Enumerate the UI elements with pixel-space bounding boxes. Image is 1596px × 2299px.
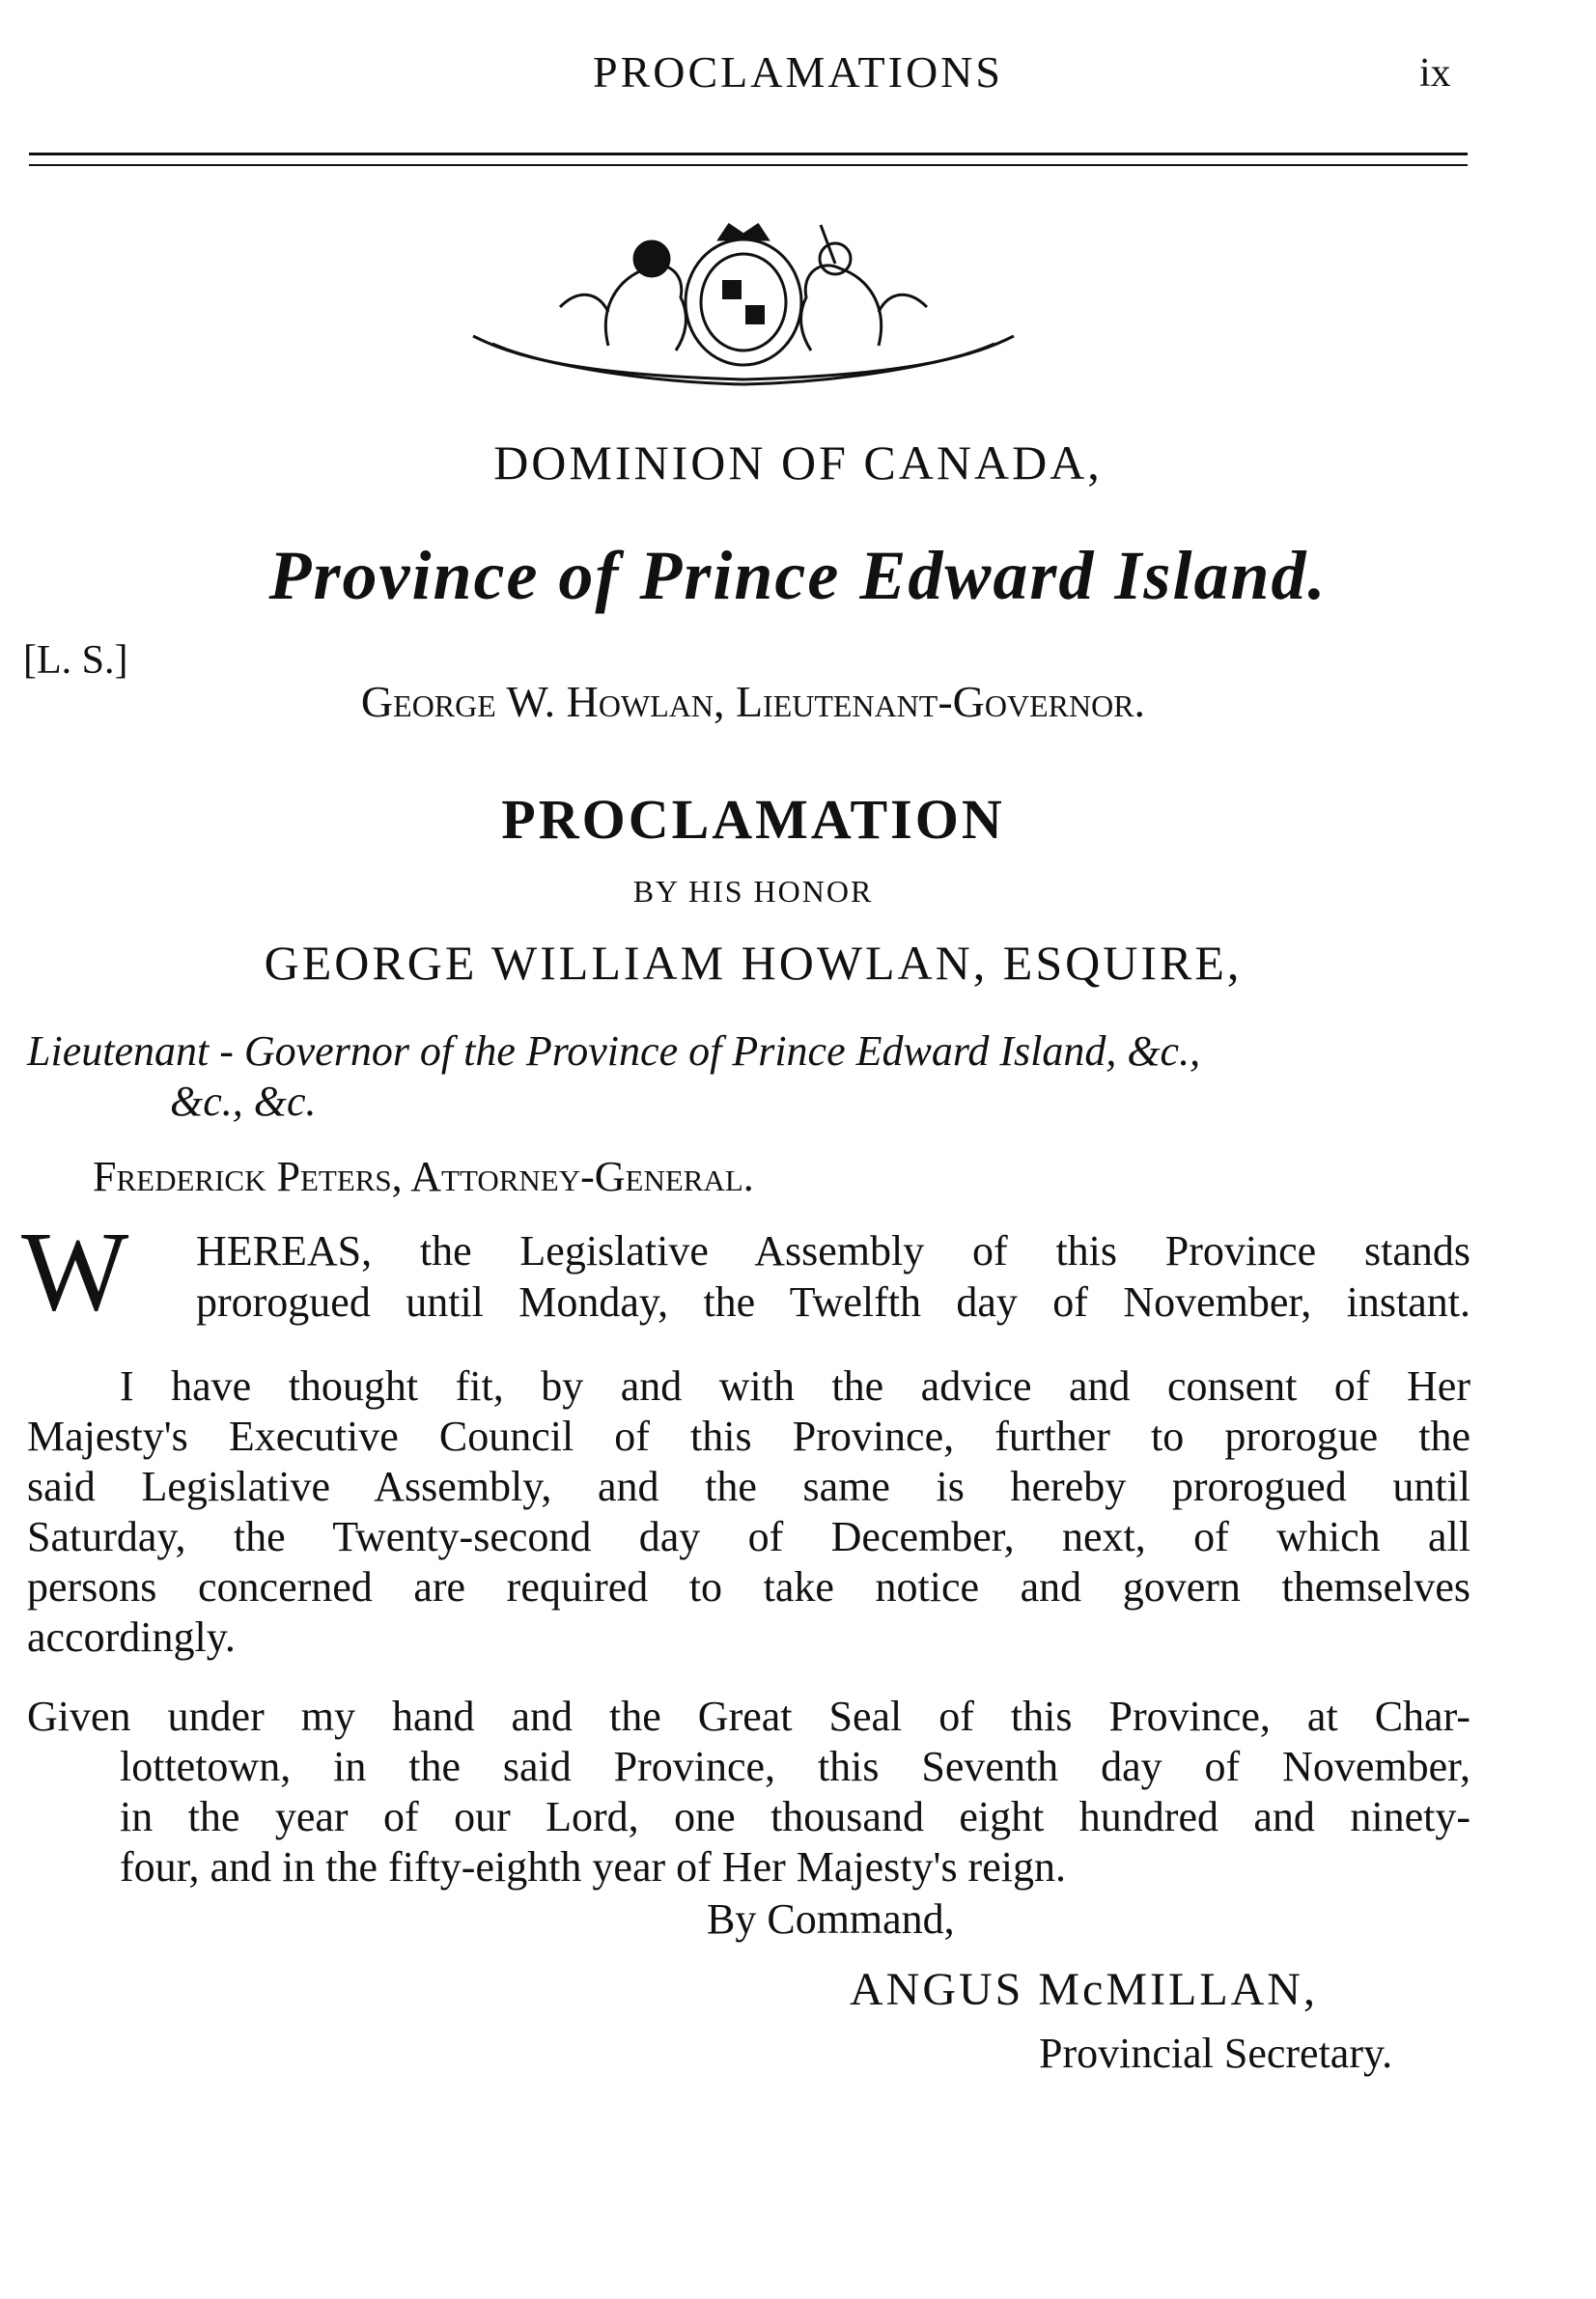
royal-coat-of-arms-icon <box>454 220 1033 389</box>
given-under-line: four, and in the fifty-eighth year of Her Majesty's reign. <box>120 1843 1066 1891</box>
header-rule-thick <box>29 153 1468 155</box>
seal-mark: [L. S.] <box>23 638 128 683</box>
governor-full-name: GEORGE WILLIAM HOWLAN, ESQUIRE, <box>264 936 1243 990</box>
lieutenant-title-line: Lieutenant - Governor of the Province of Prince Edward Island, &c., <box>27 1027 1201 1075</box>
paragraph-line: said Legislative Assembly, and the same is hereby prorogued until <box>27 1463 1470 1510</box>
by-his-honor: BY HIS HONOR <box>632 874 874 909</box>
given-under-line: in the year of our Lord, one thousand eight hundred and ninety- <box>120 1793 1470 1840</box>
lieutenant-governor-line: George W. Howlan, Lieutenant-Governor. <box>360 677 1146 726</box>
given-under-line: Given under my hand and the Great Seal of this Province, at Char- <box>27 1693 1470 1740</box>
paragraph-line: persons concerned are required to take notice and govern themselves <box>27 1563 1470 1611</box>
by-command: By Command, <box>707 1895 955 1943</box>
drop-cap: W <box>21 1208 129 1334</box>
paragraph-line: I have thought fit, by and with the advice and consent of Her <box>120 1362 1470 1410</box>
signatory-name: ANGUS McMILLAN, <box>850 1964 1318 2015</box>
whereas-line: HEREAS, the Legislative Assembly of this Province stands <box>196 1227 1470 1275</box>
paragraph-line: Saturday, the Twenty-second day of December, next, of which all <box>27 1513 1470 1560</box>
signatory-title: Provincial Secretary. <box>1039 2030 1393 2077</box>
dominion-heading: DOMINION OF CANADA, <box>493 435 1103 490</box>
paragraph-line: accordingly. <box>27 1613 236 1661</box>
header-rule-thin <box>29 164 1468 166</box>
lieutenant-title-line: &c., &c. <box>170 1078 317 1125</box>
paragraph-line: Majesty's Executive Council of this Province, further to prorogue the <box>27 1413 1470 1460</box>
page-number: ix <box>1419 51 1451 96</box>
whereas-line: prorogued until Monday, the Twelfth day of November, instant. <box>196 1278 1470 1326</box>
proclamation-title: PROCLAMATION <box>501 788 1005 851</box>
given-under-line: lottetown, in the said Province, this Seventh day of November, <box>120 1743 1470 1790</box>
province-heading: Province of Prince Edward Island. <box>268 537 1328 614</box>
running-title: PROCLAMATIONS <box>593 47 1003 97</box>
attorney-general-line: Frederick Peters, Attorney-General. <box>93 1153 754 1200</box>
